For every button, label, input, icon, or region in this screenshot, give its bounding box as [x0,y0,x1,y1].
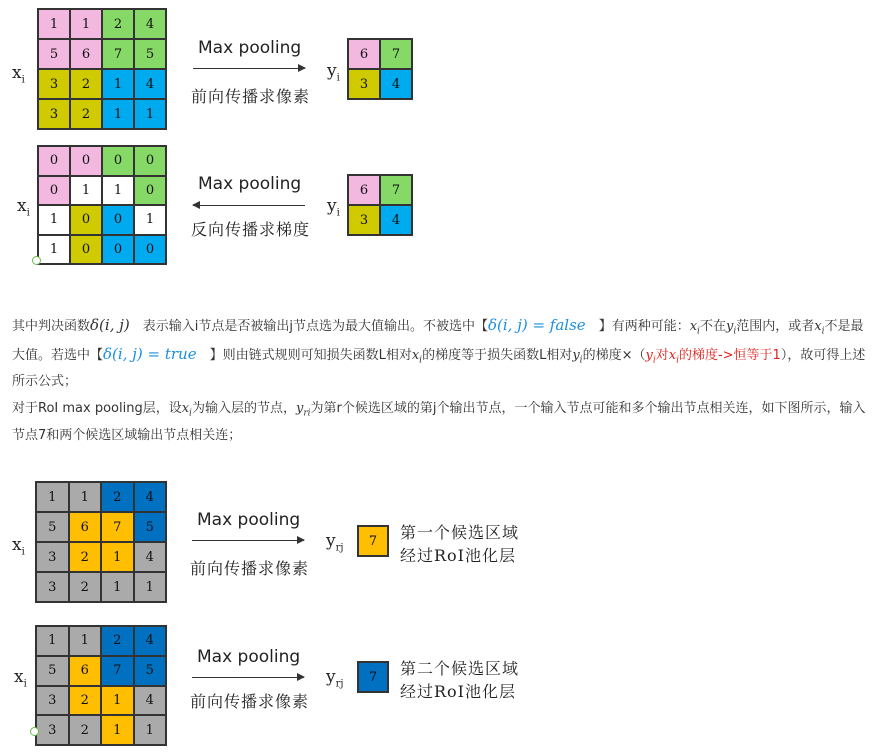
drag-handle-icon [32,256,41,265]
grid-cell: 6 [69,512,102,542]
fig2-backward-arrow-icon [193,205,305,206]
fig3-forward-arrow-icon [192,540,304,541]
fig3-op-label: Max pooling [197,510,301,530]
fig4-desc: 前向传播求像素 [190,692,310,711]
grid-cell: 6 [348,175,380,205]
grid-cell: 1 [101,542,134,572]
grid-cell: 2 [69,715,102,745]
grid-cell: 1 [38,205,70,235]
fig2-x-label: $x_i$ [17,196,30,219]
drag-handle-icon [30,727,39,736]
grid-cell: 2 [69,686,102,716]
grid-cell: 1 [70,176,102,206]
fig3-x-label: $x_i$ [12,535,25,558]
fig1-input-grid [37,8,167,130]
grid-cell: 3 [36,572,69,602]
fig3-note1: 第一个候选区域 [400,523,520,542]
fig1-op-label: Max pooling [198,38,302,58]
grid-cell: 4 [134,686,167,716]
fig4-y-label: $y_{rj}$ [326,667,344,690]
grid-cell: 1 [36,482,69,512]
grid-cell: 1 [38,9,70,39]
grid-cell: 2 [101,482,134,512]
grid-cell: 1 [101,686,134,716]
fig2-input-grid [37,145,167,265]
grid-cell: 7 [101,512,134,542]
grid-cell: 3 [36,542,69,572]
grid-cell: 2 [69,572,102,602]
grid-cell: 5 [36,656,69,686]
grid-cell: 4 [134,542,167,572]
fig3-input-grid [35,481,167,603]
grid-cell: 1 [134,715,167,745]
grid-cell: 0 [102,235,134,265]
grid-cell: 5 [134,39,166,69]
grid-cell: 6 [69,656,102,686]
grid-cell: 7 [102,39,134,69]
grid-cell: 1 [102,99,134,129]
paragraph-roi-pooling: 对于RoI max pooling层，设$x_i$为输入层的节点，$y_{ri}$为第r个候选区域的第j个输出节点，一个输入节点可能和多个输出节点相关连，如下图所示，输入节点7和两个候选区域输出节点相关连； [12,401,866,443]
grid-cell: 0 [38,176,70,206]
grid-cell: 1 [70,9,102,39]
grid-cell: 6 [70,39,102,69]
grid-cell: 1 [101,572,134,602]
fig3-output-cell [357,525,389,557]
grid-cell: 0 [70,146,102,176]
fig4-forward-arrow-icon [192,677,304,678]
grid-cell: 3 [38,69,70,99]
grid-cell: 7 [358,526,388,556]
grid-cell: 5 [36,512,69,542]
fig4-input-grid [35,625,167,746]
fig1-y-label: $y_i$ [327,61,340,84]
grid-cell: 1 [69,626,102,656]
grid-cell: 3 [36,715,69,745]
grid-cell: 2 [70,69,102,99]
grid-cell: 0 [70,205,102,235]
fig2-desc: 反向传播求梯度 [191,220,311,239]
paragraph-delta-explanation: 其中判决函数δ(i, j) 表示输入i节点是否被输出j节点选为最大值输出。不被选中【δ(i, j) = false 】有两种可能：$x_i$不在$y_i$范围内，或者$x_i$不是最大值。若选中【δ(i, j) = true 】则由链式规则可知损失函数L相对$x_i$的梯度等于损失函数L相对$y_i$的梯度$\times(y_i$对$x_i$的梯度->恒等于1），故可得上述所示公式； [12,316,866,390]
fig1-desc: 前向传播求像素 [191,87,311,106]
fig4-note2: 经过RoI池化层 [400,682,517,701]
fig3-desc: 前向传播求像素 [190,559,310,578]
grid-cell: 1 [38,235,70,265]
grid-cell: 3 [36,686,69,716]
grid-cell: 1 [69,482,102,512]
fig2-y-label: $y_i$ [327,196,340,219]
fig4-x-label: $x_i$ [14,667,27,690]
grid-cell: 3 [348,205,380,235]
fig4-note1: 第二个候选区域 [400,659,520,678]
grid-cell: 0 [102,205,134,235]
grid-cell: 4 [134,9,166,39]
grid-cell: 1 [134,99,166,129]
grid-cell: 1 [102,176,134,206]
fig3-note2: 经过RoI池化层 [400,546,517,565]
grid-cell: 1 [134,205,166,235]
grid-cell: 2 [69,542,102,572]
fig1-x-label: $x_i$ [12,63,25,86]
grid-cell: 1 [102,69,134,99]
fig2-output-grid [347,174,413,236]
grid-cell: 1 [134,572,167,602]
grid-cell: 5 [38,39,70,69]
grid-cell: 7 [380,175,412,205]
grid-cell: 4 [134,626,167,656]
grid-cell: 3 [348,69,380,99]
grid-cell: 1 [36,626,69,656]
grid-cell: 2 [102,9,134,39]
grid-cell: 0 [102,146,134,176]
fig1-output-grid [347,38,413,100]
grid-cell: 0 [134,146,166,176]
fig3-y-label: $y_{rj}$ [326,531,344,554]
fig4-op-label: Max pooling [197,647,301,667]
grid-cell: 4 [380,205,412,235]
grid-cell: 7 [101,656,134,686]
grid-cell: 5 [134,512,167,542]
fig4-output-cell [357,661,389,693]
grid-cell: 0 [38,146,70,176]
grid-cell: 6 [348,39,380,69]
grid-cell: 2 [70,99,102,129]
grid-cell: 7 [358,662,388,692]
grid-cell: 0 [70,235,102,265]
grid-cell: 0 [134,176,166,206]
grid-cell: 3 [38,99,70,129]
grid-cell: 0 [134,235,166,265]
grid-cell: 5 [134,656,167,686]
fig2-op-label: Max pooling [198,174,302,194]
grid-cell: 4 [134,482,167,512]
grid-cell: 4 [134,69,166,99]
fig1-forward-arrow-icon [193,68,305,69]
grid-cell: 1 [101,715,134,745]
grid-cell: 2 [101,626,134,656]
grid-cell: 7 [380,39,412,69]
grid-cell: 4 [380,69,412,99]
